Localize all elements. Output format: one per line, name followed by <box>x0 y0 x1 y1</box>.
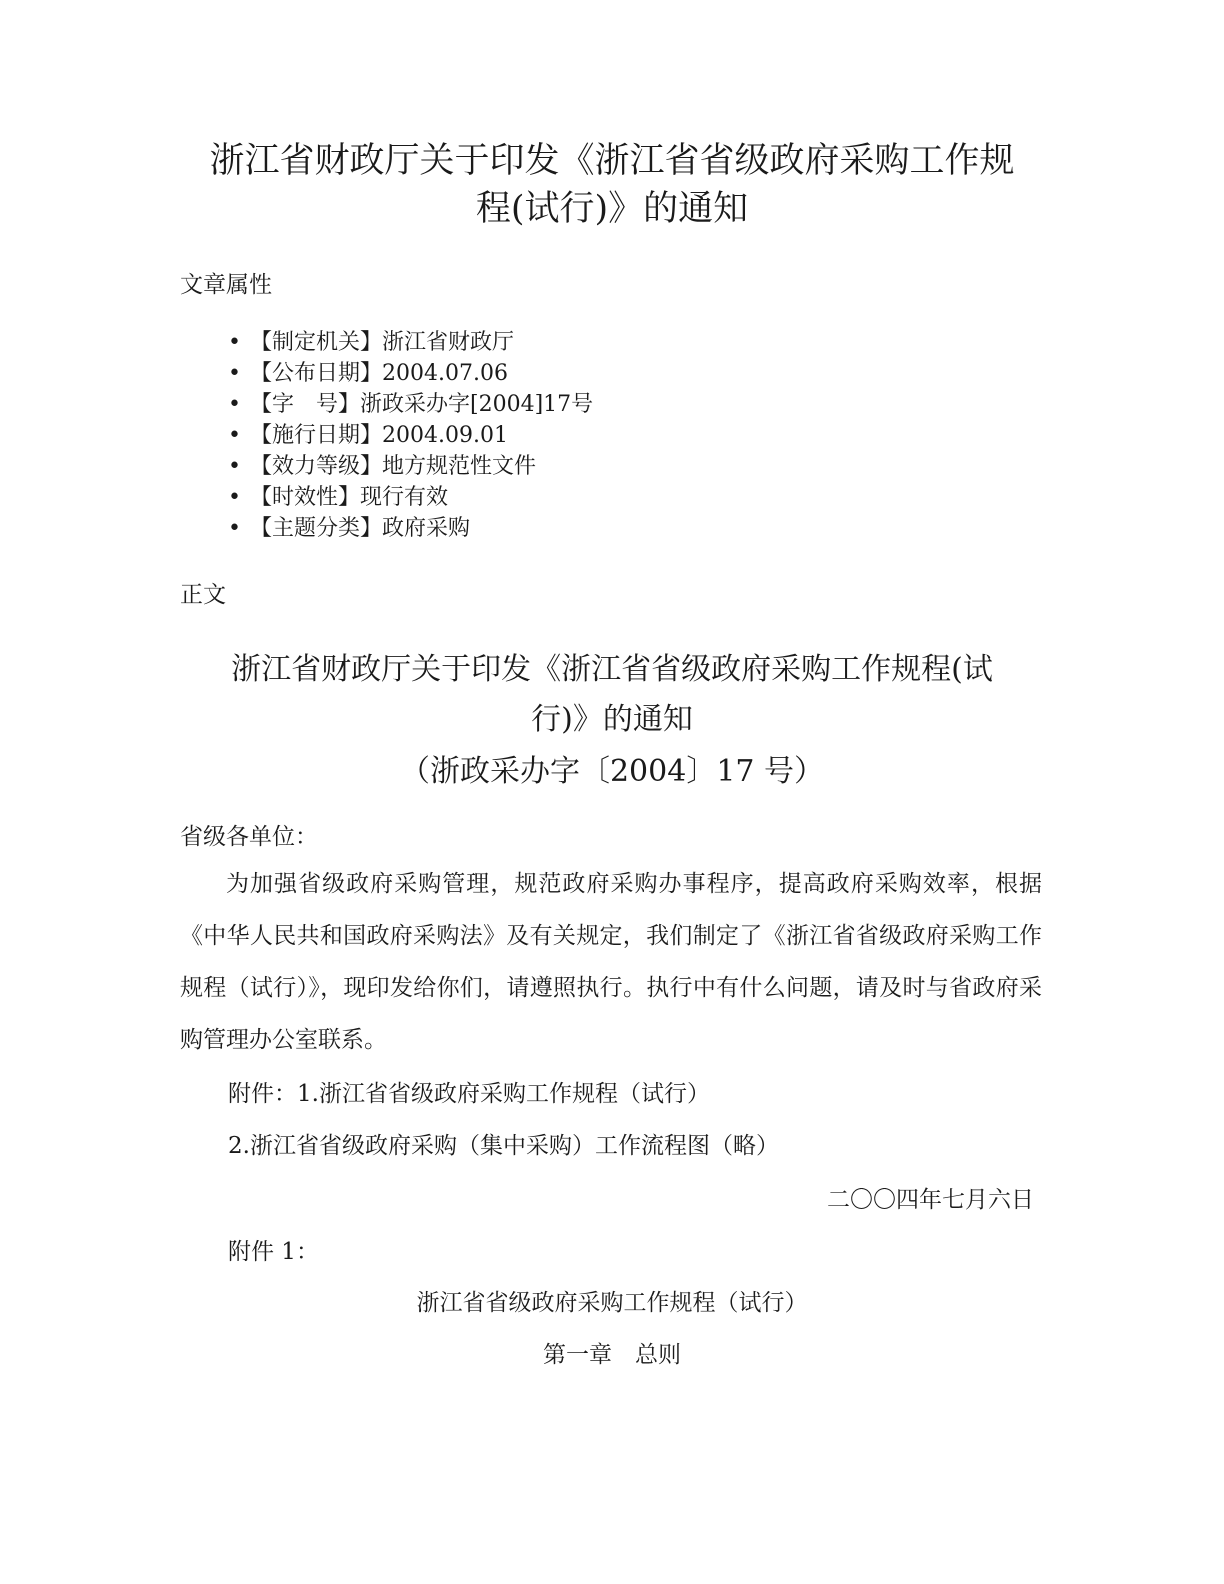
notice-number: （浙政采办字〔2004〕17 号） <box>399 754 825 789</box>
property-document-number <box>228 389 593 420</box>
property-effective-date <box>228 420 508 451</box>
bullet-icon: • <box>228 361 241 386</box>
property-label: 【主题分类】政府采购 <box>250 516 471 541</box>
property-publish-date <box>228 358 508 389</box>
bullet-icon: • <box>228 516 241 541</box>
salutation: 省级各单位： <box>180 824 318 850</box>
property-label: 【时效性】现行有效 <box>250 485 449 510</box>
attachment-label: 附件 1： <box>228 1239 319 1265</box>
bullet-icon: • <box>228 485 241 510</box>
chapter-heading: 第一章 总则 <box>543 1342 681 1368</box>
property-label: 【公布日期】2004.07.06 <box>250 361 508 386</box>
attachment-line-1: 附件：1.浙江省省级政府采购工作规程（试行） <box>228 1081 710 1107</box>
bullet-icon: • <box>228 392 241 417</box>
notice-title-line-1: 浙江省财政厅关于印发《浙江省省级政府采购工作规程(试 <box>231 652 993 687</box>
regulation-title: 浙江省省级政府采购工作规程（试行） <box>416 1290 808 1316</box>
property-label: 【字 号】浙政采办字[2004]17号 <box>250 392 594 417</box>
property-subject-category <box>228 513 470 544</box>
document-title-line-1: 浙江省财政厅关于印发《浙江省省级政府采购工作规 <box>209 141 1015 181</box>
property-issuing-authority <box>228 327 514 358</box>
attachment-line-2: 2.浙江省省级政府采购（集中采购）工作流程图（略） <box>228 1133 779 1159</box>
bullet-icon: • <box>228 454 241 479</box>
issue-date: 二〇〇四年七月六日 <box>827 1187 1034 1213</box>
property-label: 【施行日期】2004.09.01 <box>250 423 508 448</box>
document-title-line-2: 程(试行)》的通知 <box>475 189 749 229</box>
notice-title-line-2: 行)》的通知 <box>531 702 693 737</box>
property-label: 【效力等级】地方规范性文件 <box>250 454 537 479</box>
body-paragraph: 为加强省级政府采购管理，规范政府采购办事程序，提高政府采购效率，根据《中华人民共和国政府采购法》及有关规定，我们制定了《浙江省省级政府采购工作规程（试行）》，现印发给你们，请遵照执行。执行中有什么问题，请及时与省政府采购管理办公室联系。 <box>180 871 1042 1053</box>
properties-heading: 文章属性 <box>180 272 272 298</box>
property-legal-level <box>228 451 536 482</box>
bullet-icon: • <box>228 330 241 355</box>
bullet-icon: • <box>228 423 241 448</box>
body-heading: 正文 <box>180 582 226 608</box>
property-label: 【制定机关】浙江省财政厅 <box>250 330 515 355</box>
property-validity <box>228 482 448 513</box>
